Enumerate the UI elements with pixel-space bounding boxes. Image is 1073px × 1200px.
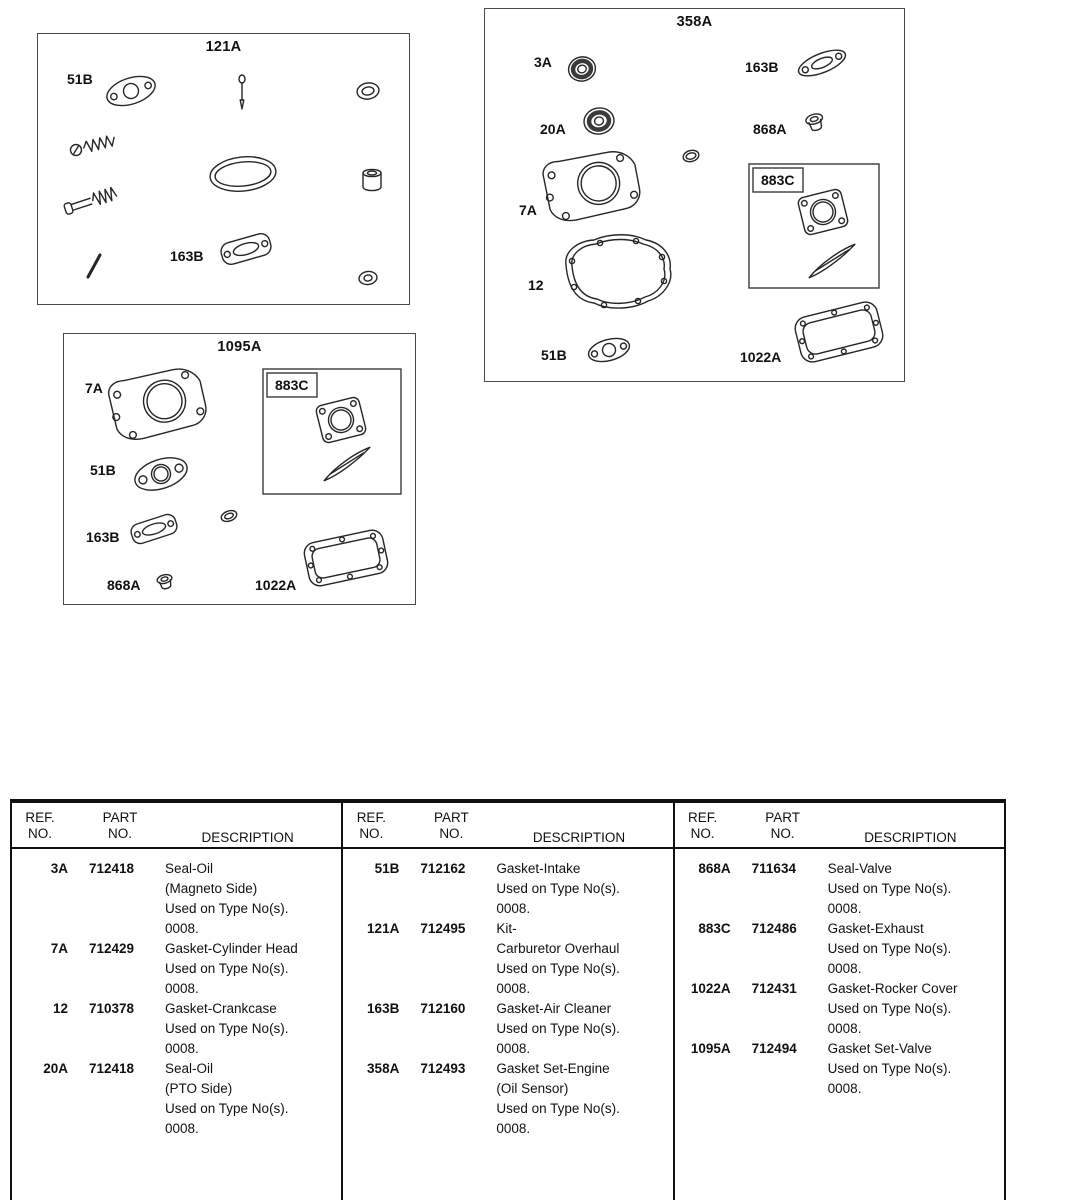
description [485,859,672,919]
part-label-1022a: 1022A [740,349,782,365]
table-row [675,919,1004,979]
description-line: 0008. [827,1021,862,1036]
table-rows [675,849,1004,1099]
part-no: 712431 [751,981,797,996]
pin-illustration [88,255,100,277]
description-line: Gasket-Crankcase [165,1001,277,1016]
description-line: Used on Type No(s). [827,941,952,956]
valve-seal-illustration [805,112,826,132]
part-label-163b: 163B [86,529,120,545]
diagram-121a-illustration [38,34,409,304]
intake-gasket-illustration [103,71,159,111]
description-line: Gasket-Cylinder Head [165,941,298,956]
ref-no: 1022A [690,981,731,996]
table-row [12,1059,341,1139]
part-no: 712493 [420,1061,466,1076]
description [817,1039,1004,1099]
intake-gasket-illustration [131,452,191,496]
description-line: Used on Type No(s). [827,1001,952,1016]
description-line: Used on Type No(s). [827,881,952,896]
description-line: Used on Type No(s). [496,881,620,896]
header-ref-no: REF. NO. [688,810,718,841]
description-line: Carburetor Overhaul [496,941,620,956]
ref-no: 1095A [690,1041,731,1056]
ref-no: 883C [698,921,731,936]
diagram-box-121a [37,33,410,305]
part-label-51b: 51B [90,462,116,478]
crankcase-gasket-illustration [566,235,671,308]
part-label-7a: 7A [85,380,103,396]
description-line: 0008. [496,1041,531,1056]
description [485,1059,672,1139]
table-header [343,803,672,849]
header-description: DESCRIPTION [864,830,957,845]
description [485,919,672,999]
ref-no: 12 [52,1001,68,1016]
needle-valve-illustration [239,75,245,109]
part-no: 711634 [751,861,796,876]
cylinder-head-gasket-illustration [541,149,642,223]
table-row [12,859,341,939]
ref-no: 163B [367,1001,400,1016]
description-line: Seal-Oil [165,1061,214,1076]
exhaust-gasket-strip-illustration [320,447,374,481]
intake-gasket-illustration [586,334,632,365]
valve-seal-illustration [156,573,174,590]
description-line: Seal-Valve [827,861,892,876]
description-line: 0008. [496,901,531,916]
part-label-51b: 51B [67,71,93,87]
ref-no: 868A [698,861,731,876]
description-line: Used on Type No(s). [165,961,289,976]
ref-no: 7A [50,941,68,956]
header-part-no: PART NO. [433,810,469,841]
o-ring-large-illustration [208,154,277,195]
exhaust-gasket-strip-illustration [805,244,859,278]
air-cleaner-gasket-illustration [129,512,179,545]
header-description: DESCRIPTION [201,830,294,845]
idle-screw-spring-illustration [69,135,116,157]
header-ref-no: REF. NO. [356,810,386,841]
parts-table [10,799,1006,1200]
table-row [343,919,672,999]
diagram-box-358a [484,8,905,382]
part-label-163b: 163B [745,59,779,75]
part-label-883c: 883C [275,377,309,393]
cylinder-head-gasket-illustration [107,366,209,443]
diagram-358a-illustration [485,9,904,381]
part-label-51b: 51B [541,347,567,363]
description [817,859,1004,919]
description-line: Used on Type No(s). [165,1021,289,1036]
diagram-1095a-illustration [64,334,415,604]
description-line: Used on Type No(s). [827,1061,952,1076]
description-line: Used on Type No(s). [496,1101,620,1116]
rocker-cover-gasket-illustration [302,528,389,588]
grommet-small-illustration [358,270,378,285]
part-label-7a: 7A [519,202,537,218]
description-line: 0008. [827,1081,862,1096]
table-row [343,999,672,1059]
part-no: 712495 [420,921,466,936]
description-line: 0008. [165,1041,199,1056]
part-no: 710378 [89,1001,135,1016]
description [817,919,1004,979]
ref-no: 121A [367,921,400,936]
description-line: Used on Type No(s). [165,1101,289,1116]
parts-table-column-1 [12,803,343,1200]
description-line: Used on Type No(s). [496,1021,620,1036]
part-label-163b: 163B [170,248,204,264]
parts-table-column-3 [675,803,1004,1200]
table-row [343,1059,672,1139]
box-title-358a: 358A [676,14,713,30]
part-no: 712418 [89,1061,135,1076]
ref-no: 358A [367,1061,400,1076]
exhaust-gasket-illustration [795,45,848,81]
oil-seal-pto-illustration [582,106,616,137]
o-ring-small-illustration [220,509,238,524]
parts-table-column-2 [343,803,674,1200]
mixture-screw-spring-illustration [63,187,117,216]
oil-seal-magneto-illustration [566,54,598,84]
part-no: 712162 [420,861,466,876]
description-line: Gasket Set-Engine [496,1061,610,1076]
carburetor-gasket-illustration [315,396,367,444]
washer-illustration [356,81,380,101]
part-no: 712418 [89,861,135,876]
description-line: (Oil Sensor) [496,1081,569,1096]
ref-no: 20A [43,1061,68,1076]
description-line: 0008. [165,1121,199,1136]
part-label-868a: 868A [107,577,141,593]
description-line: (Magneto Side) [165,881,258,896]
o-ring-small-illustration [682,149,700,164]
header-ref-no: REF. NO. [25,810,55,841]
table-header [12,803,341,849]
carburetor-gasket-illustration [797,188,849,236]
description-line: 0008. [165,981,199,996]
description-line: (PTO Side) [165,1081,233,1096]
part-no: 712429 [89,941,135,956]
ref-no: 3A [50,861,68,876]
part-label-868a: 868A [753,121,787,137]
box-title-121a: 121A [205,39,242,55]
description-line: Gasket Set-Valve [827,1041,932,1056]
air-cleaner-gasket-illustration [219,232,273,267]
header-description: DESCRIPTION [532,830,626,845]
description-line: Gasket-Intake [496,861,581,876]
table-row [675,859,1004,919]
description-line: 0008. [165,921,199,936]
table-row [12,999,341,1059]
description-line: 0008. [496,1121,531,1136]
description [154,939,341,999]
table-row [343,859,672,919]
part-no: 712494 [751,1041,797,1056]
part-no: 712486 [751,921,797,936]
description [154,859,341,939]
ref-no: 51B [374,861,400,876]
description [817,979,1004,1039]
description-line: 0008. [827,901,862,916]
description [154,999,341,1059]
table-rows [12,849,341,1139]
table-row [675,1039,1004,1099]
description-line: Gasket-Air Cleaner [496,1001,612,1016]
description-line: Seal-Oil [165,861,214,876]
rocker-cover-gasket-illustration [793,300,886,365]
header-part-no: PART NO. [765,810,801,841]
diagram-box-1095a [63,333,416,605]
part-label-883c: 883C [761,172,795,188]
description-line: 0008. [827,961,862,976]
part-label-12: 12 [528,277,544,293]
grommet-illustration [363,169,381,190]
table-row [675,979,1004,1039]
description [154,1059,341,1139]
description-line: Used on Type No(s). [496,961,620,976]
table-rows [343,849,672,1139]
header-part-no: PART NO. [102,810,138,841]
description-line: Used on Type No(s). [165,901,289,916]
part-label-1022a: 1022A [255,577,297,593]
table-header [675,803,1004,849]
description-line: Gasket-Exhaust [827,921,924,936]
box-title-1095a: 1095A [217,339,262,355]
description [485,999,672,1059]
part-no: 712160 [420,1001,466,1016]
part-label-3a: 3A [534,54,552,70]
description-line: 0008. [496,981,531,996]
description-line: Gasket-Rocker Cover [827,981,958,996]
description-line: Kit- [496,921,517,936]
part-label-20a: 20A [540,121,566,137]
table-row [12,939,341,999]
